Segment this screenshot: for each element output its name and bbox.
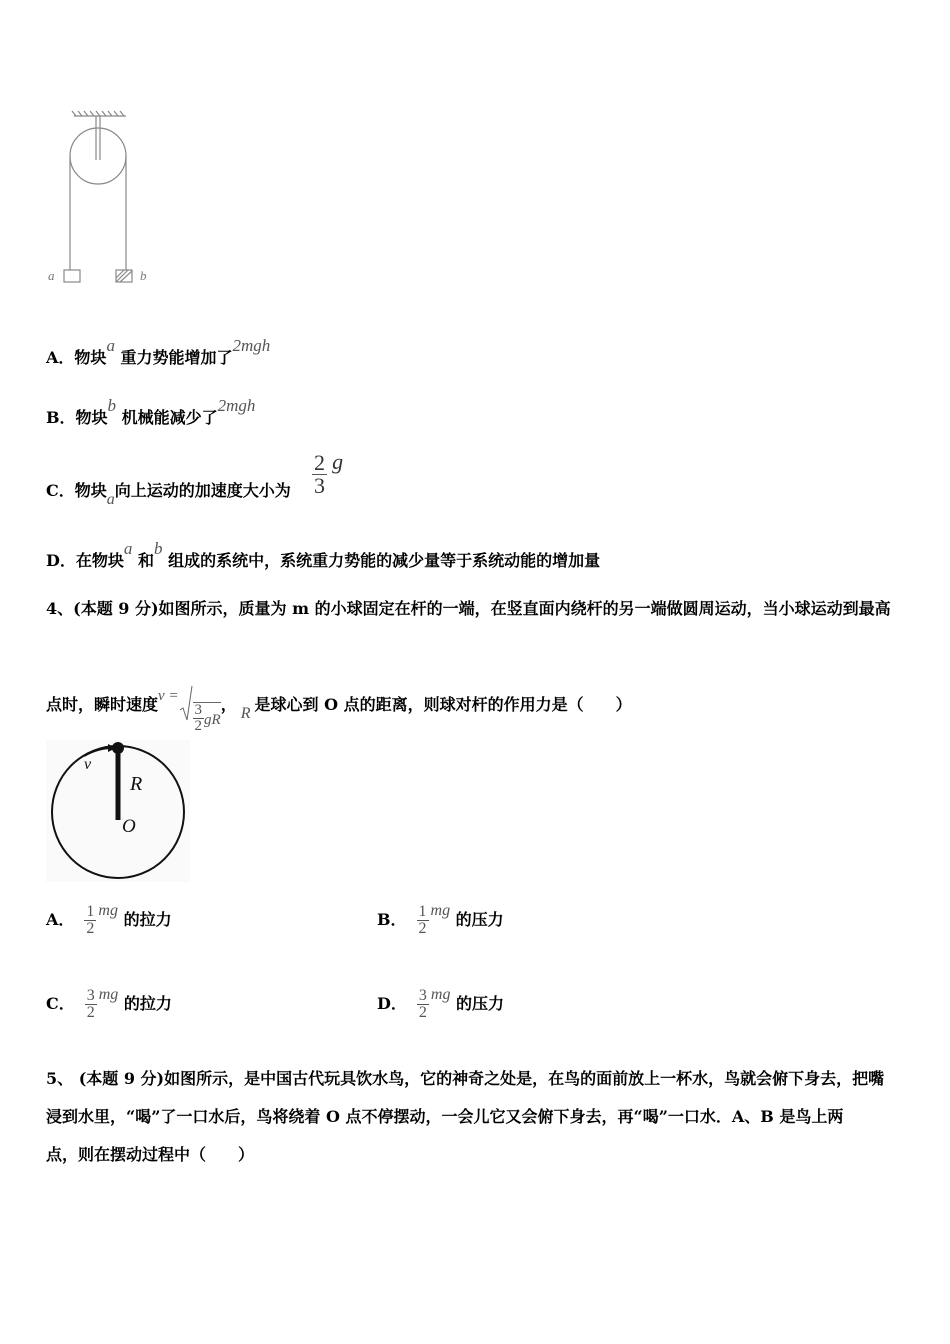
q5-line3: 点，则在摆动过程中（ ） — [46, 1145, 255, 1164]
q3-option-c-fraction: $\frac{2}{3}$ g — [314, 449, 344, 498]
label-v: v — [84, 756, 92, 773]
q3-option-d: D．在物块a 和b 组成的系统中，系统重力势能的减少量等于系统动能的增加量 — [46, 539, 601, 570]
sqrt-icon — [179, 684, 193, 724]
q3-option-b: B．物块b 机械能减少了2mgh — [46, 396, 256, 427]
q4-option-b: B． $\frac{1}{2}$ mg 的压力 — [377, 902, 504, 937]
q5-line2: 浸到水里，“喝”了一口水后，鸟将绕着 O 点不停摆动，一会儿它又会俯下身去，再“喝”一口水．A、B 是鸟上两 — [46, 1107, 844, 1126]
circle-figure — [46, 740, 190, 882]
q5-stem — [46, 1060, 908, 1174]
label-o: O — [122, 816, 136, 837]
q4-stem-line1: 4、(本题 9 分)如图所示，质量为 m 的小球固定在杆的一端，在竖直面内绕杆的另一端做圆周运动，当小球运动到最高 — [46, 599, 891, 618]
q3-option-c: C．物块a向上运动的加速度大小为 — [46, 481, 291, 508]
q4-option-a: A． $\frac{1}{2}$ mg 的拉力 — [46, 902, 172, 937]
pulley-figure — [44, 108, 164, 288]
q4-option-c: C． $\frac{3}{2}$ mg 的拉力 — [46, 986, 172, 1021]
label-a: a — [48, 268, 55, 283]
q4-stem-line2: 点时，瞬时速度v = $\frac{3}{2}$ gR， R 是球心到 O 点的距离，则球对杆的作用力是（ ） — [46, 684, 632, 734]
label-b: b — [140, 268, 147, 283]
q5-line1: 5、 (本题 9 分)如图所示，是中国古代玩具饮水鸟，它的神奇之处是，在鸟的面前放上一杯水，鸟就会俯下身去，把嘴 — [46, 1069, 885, 1088]
label-r: R — [130, 773, 143, 795]
q3-option-a: A．物块a 重力势能增加了2mgh — [46, 336, 271, 367]
q4-option-d: D． $\frac{3}{2}$ mg 的压力 — [377, 986, 505, 1021]
